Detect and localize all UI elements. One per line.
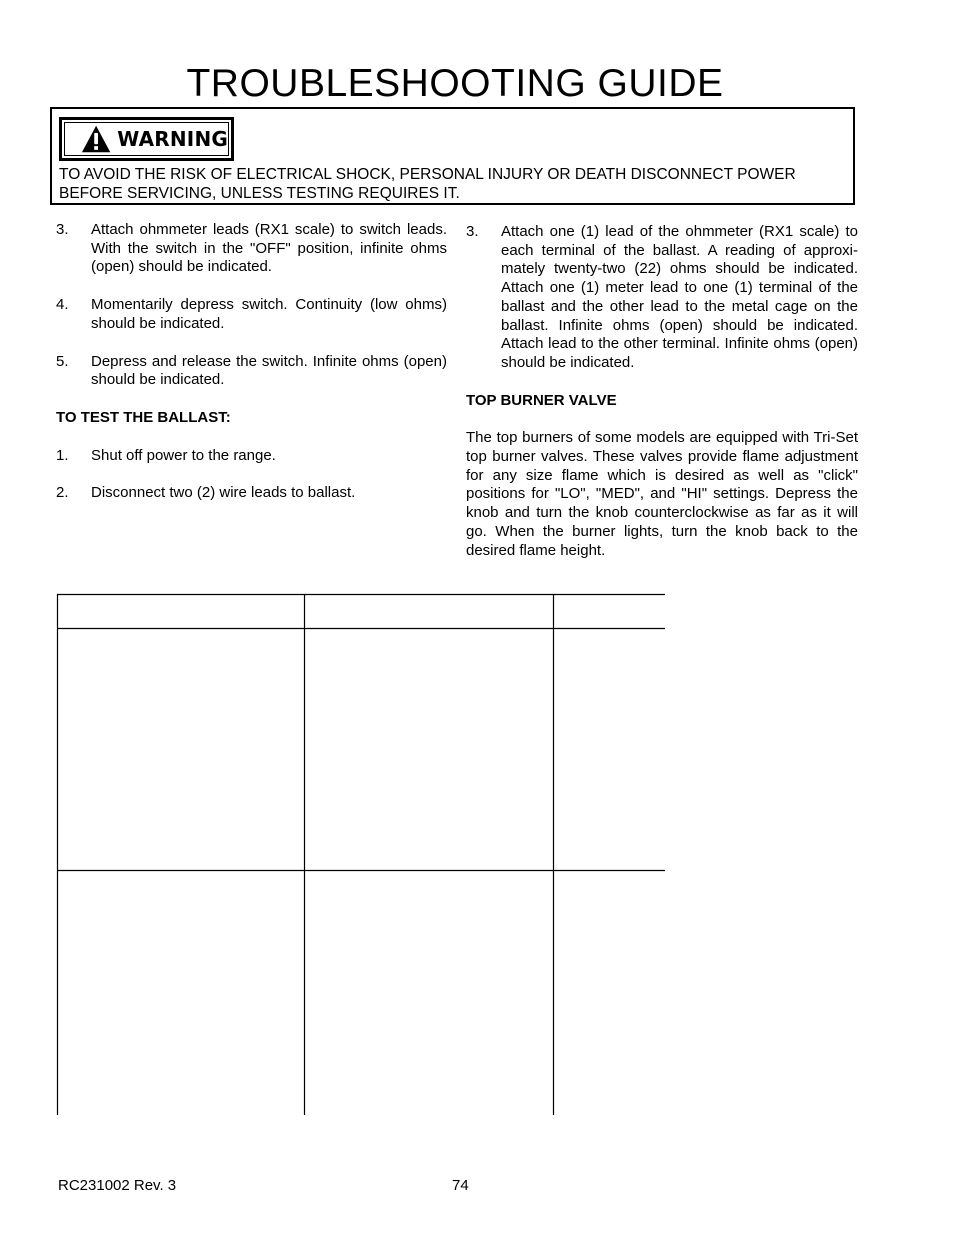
step-text: Disconnect two (2) wire leads to ballast. bbox=[91, 484, 356, 502]
step-number: 2. bbox=[56, 484, 69, 502]
page-number: 74 bbox=[452, 1177, 469, 1194]
step-number: 3. bbox=[466, 223, 479, 240]
warning-line-1: TO AVOID THE RISK OF ELECTRICAL SHOCK, PERSONAL INJURY OR DEATH DISCONNECT POWER bbox=[59, 166, 796, 183]
document-number: RC231002 Rev. 3 bbox=[58, 1177, 177, 1194]
step-number: 1. bbox=[56, 446, 69, 464]
step-text: Attach ohmmeter leads (RX1 scale) to switch leads. With the switch in the "OFF" position, infinite ohms (open) should be indicated. bbox=[91, 221, 447, 276]
warning-label: WARNING bbox=[117, 127, 228, 151]
step-text: Attach one (1) lead of the ohmmeter (RX1 scale) to each terminal of the ballast. A reading of approxi-mately twenty-two (22) ohms should be indicated. Attach one (1) meter lead to one (1) terminal of the ballast and the other lead to the metal cage on the ballast. Infinite ohms (open) should be indicated. Attach lead to the other terminal. Infinite ohms (open) should be indicated. bbox=[501, 223, 858, 371]
page-title: TROUBLESHOOTING GUIDE bbox=[186, 62, 724, 105]
step-number: 3. bbox=[56, 221, 69, 238]
step-text: Momentarily depress switch. Continuity (low ohms) should be indicated. bbox=[91, 296, 447, 332]
section-heading-top-burner-valve: TOP BURNER VALVE bbox=[466, 391, 617, 409]
warning-line-2: BEFORE SERVICING, UNLESS TESTING REQUIRES IT. bbox=[59, 185, 460, 202]
step-number: 5. bbox=[56, 352, 69, 370]
top-burner-paragraph: The top burners of some models are equipped with Tri-Set top burner valves. These valves provide flame adjustment for any size flame which is desired as well as "click" positions for "LO", "MED", and "HI" settings. Depress the knob and turn the knob counterclockwise as far as it will go. When the burner lights, turn the knob back to the desired flame height. bbox=[466, 429, 858, 559]
section-heading-ballast: TO TEST THE BALLAST: bbox=[56, 408, 231, 426]
step-text: Depress and release the switch. Infinite ohms (open) should be indicated. bbox=[91, 352, 447, 389]
step-text: Shut off power to the range. bbox=[91, 446, 276, 464]
step-number: 4. bbox=[56, 296, 69, 314]
